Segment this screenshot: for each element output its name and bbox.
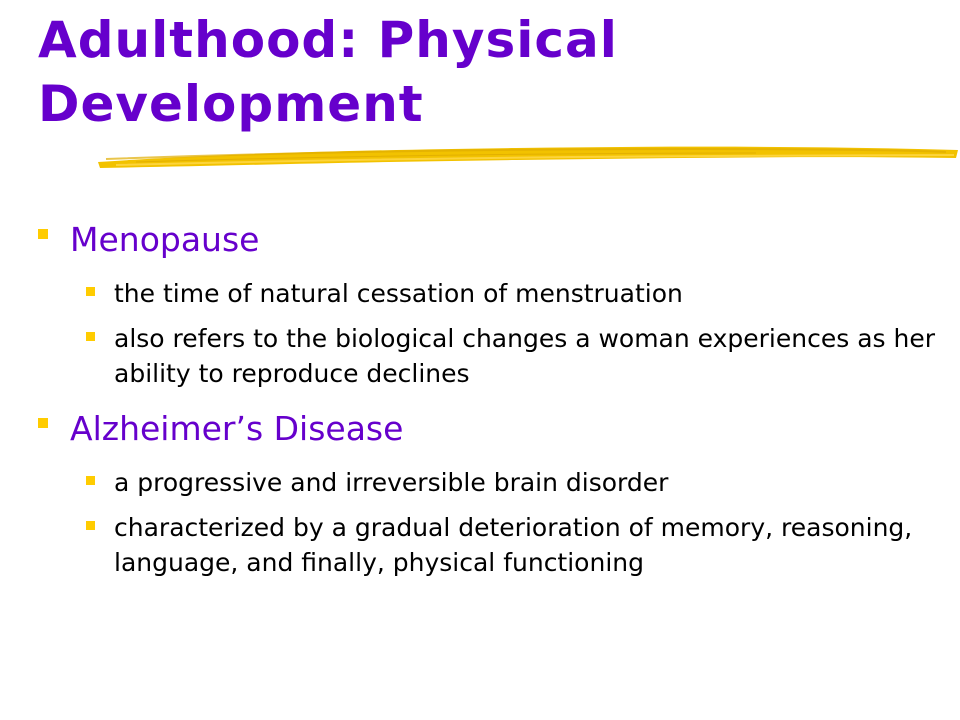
bullet-text: characterized by a gradual deterioration of memory, reasoning, language, and finally, physical functioning	[114, 513, 913, 577]
square-bullet-icon	[86, 521, 95, 530]
slide-title	[38, 8, 898, 136]
square-bullet-icon	[38, 418, 48, 428]
section-heading: Menopause	[70, 220, 260, 259]
bullet-level2	[38, 321, 938, 391]
title-line-1: Adulthood: Physical	[38, 11, 618, 69]
section-menopause	[38, 214, 938, 391]
bullet-level2	[38, 465, 938, 500]
bullet-level2	[38, 510, 938, 580]
bullet-text: also refers to the biological changes a woman experiences as her ability to reproduce declines	[114, 324, 935, 388]
bullet-level2	[38, 276, 938, 311]
bullet-level1	[38, 214, 938, 266]
square-bullet-icon	[86, 476, 95, 485]
section-alzheimers	[38, 403, 938, 580]
bullet-text: a progressive and irreversible brain disorder	[114, 468, 669, 497]
title-underline-brushstroke	[96, 132, 960, 176]
title-line-2: Development	[38, 75, 424, 133]
bullet-level1	[38, 403, 938, 455]
slide-body	[38, 214, 938, 592]
square-bullet-icon	[86, 332, 95, 341]
section-heading: Alzheimer’s Disease	[70, 409, 404, 448]
square-bullet-icon	[38, 229, 48, 239]
bullet-text: the time of natural cessation of menstruation	[114, 279, 683, 308]
square-bullet-icon	[86, 287, 95, 296]
